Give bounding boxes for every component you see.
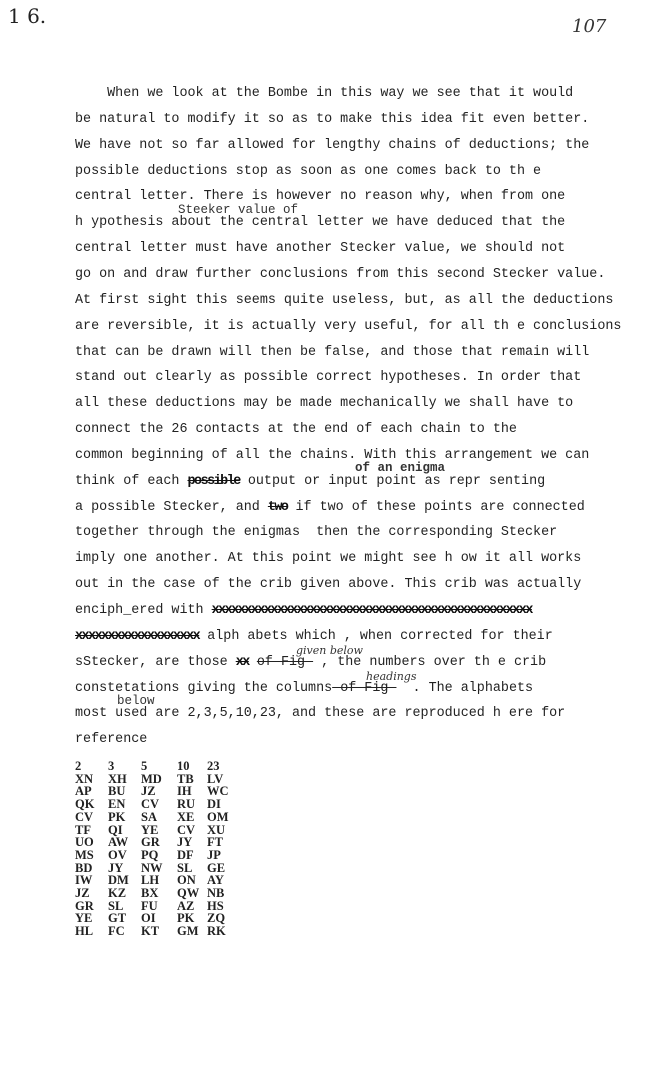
table-row bbox=[75, 798, 240, 811]
table-cell: AP bbox=[75, 784, 92, 799]
table-cell: OV bbox=[108, 847, 127, 862]
text-line bbox=[75, 525, 557, 540]
text-line bbox=[75, 164, 541, 179]
text-segment: When we look at the Bombe in this way we see that it would bbox=[75, 86, 574, 101]
text-line bbox=[75, 345, 589, 360]
table-cell: ON bbox=[177, 873, 196, 888]
table-cell: CV bbox=[177, 822, 196, 837]
text-segment: stand out clearly as possible correct hypotheses. In order that bbox=[75, 370, 582, 386]
text-segment: reference bbox=[75, 732, 148, 748]
text-line bbox=[75, 215, 565, 230]
text-segment: be natural to modify it so as to make this idea fit even better. bbox=[75, 111, 590, 127]
table-cell: HL bbox=[75, 924, 94, 939]
table-cell: IH bbox=[177, 784, 192, 799]
table-cell: BD bbox=[75, 860, 93, 875]
table-cell: HS bbox=[207, 898, 224, 913]
text-segment: connect the 26 contacts at the end of each chain to the bbox=[75, 422, 517, 438]
text-line bbox=[75, 474, 545, 489]
table-cell: 3 bbox=[108, 759, 115, 773]
table-cell: ZQ bbox=[207, 911, 226, 926]
text-segment: . The alphabets bbox=[396, 680, 534, 696]
page-number: 107 bbox=[572, 16, 607, 37]
struck-text: two bbox=[267, 499, 288, 515]
struck-text: possible bbox=[187, 473, 240, 489]
table-cell: PK bbox=[177, 911, 195, 926]
table-cell: JP bbox=[207, 847, 221, 862]
text-line bbox=[75, 189, 565, 204]
table-cell: SL bbox=[177, 860, 193, 875]
table-cell: KT bbox=[141, 924, 160, 939]
table-cell: TF bbox=[75, 822, 91, 837]
text-segment: possible deductions stop as soon as one comes back to th e bbox=[75, 163, 542, 179]
table-row bbox=[75, 811, 240, 824]
text-segment: out in the case of the crib given above. This crib was actually bbox=[75, 577, 582, 593]
table-cell: GM bbox=[177, 924, 199, 939]
table-cell: JY bbox=[177, 835, 193, 850]
text-segment: think of each bbox=[75, 473, 188, 489]
interlinear-steeker-value: Steeker value of bbox=[178, 203, 299, 217]
table-cell: BU bbox=[108, 784, 126, 799]
text-segment: We have not so far allowed for lengthy chains of deductions; the bbox=[75, 137, 590, 153]
text-segment: go on and draw further conclusions from this second Stecker value. bbox=[75, 266, 606, 282]
table-cell: GT bbox=[108, 911, 127, 926]
text-segment: that can be drawn will then be false, and those that remain will bbox=[75, 344, 590, 360]
table-cell: FU bbox=[141, 898, 158, 913]
struck-text: xx bbox=[235, 654, 249, 670]
table-cell: TB bbox=[177, 771, 194, 786]
table-cell: YE bbox=[141, 822, 159, 837]
interlinear-of-an-enigma: of an enigma bbox=[355, 461, 446, 475]
table-cell: IW bbox=[75, 873, 93, 888]
text-line bbox=[75, 112, 589, 127]
table-cell: XN bbox=[75, 771, 94, 786]
table-cell: 10 bbox=[177, 759, 190, 773]
table-row bbox=[75, 887, 240, 900]
table-cell: FT bbox=[207, 835, 223, 850]
text-line bbox=[75, 138, 589, 153]
table-cell: QW bbox=[177, 886, 200, 901]
text-line bbox=[75, 241, 565, 256]
text-line bbox=[75, 603, 532, 618]
table-cell: 2 bbox=[75, 759, 82, 773]
table-cell: FC bbox=[108, 924, 125, 939]
text-line bbox=[75, 293, 613, 308]
table-cell: OI bbox=[141, 911, 156, 926]
table-cell: OM bbox=[207, 809, 229, 824]
table-cell: AY bbox=[207, 873, 224, 888]
table-row bbox=[75, 849, 240, 862]
text-line bbox=[75, 629, 553, 644]
table-cell: LH bbox=[141, 873, 160, 888]
text-segment: imply one another. At this point we might see h ow it all works bbox=[75, 551, 582, 567]
text-segment bbox=[249, 655, 257, 670]
struck-text: of Fig bbox=[332, 680, 397, 696]
text-line bbox=[75, 267, 605, 282]
table-cell: NB bbox=[207, 886, 225, 901]
struck-text: xxxxxxxxxxxxxxxxxxx bbox=[75, 628, 200, 644]
table-cell: SL bbox=[108, 898, 124, 913]
table-cell: EN bbox=[108, 797, 126, 812]
text-segment: alph abets which , when corrected for their bbox=[199, 628, 553, 644]
table-header-row bbox=[75, 760, 240, 773]
table-cell: GE bbox=[207, 860, 226, 875]
table-cell: DI bbox=[207, 797, 221, 812]
text-segment: central letter. There is however no reason why, when from one bbox=[75, 189, 566, 205]
struck-text: xxxxxxxxxxxxxxxxxxxxxxxxxxxxxxxxxxxxxxxxxxxxxxxxx bbox=[211, 603, 532, 618]
text-segment: most used are 2,3,5,10,23, and these are reproduced h ere for bbox=[75, 706, 566, 722]
text-line bbox=[75, 370, 581, 385]
table-cell: MS bbox=[75, 847, 94, 862]
table-cell: 23 bbox=[207, 759, 220, 773]
table-cell: LV bbox=[207, 771, 224, 786]
table-cell: WC bbox=[207, 784, 229, 799]
table-cell: QI bbox=[108, 822, 123, 837]
text-segment: enciph_ered with bbox=[75, 603, 212, 618]
text-segment: , the numbers over th e crib bbox=[313, 654, 547, 670]
handwritten-given-below: given below bbox=[296, 644, 363, 657]
table-cell: RK bbox=[207, 924, 226, 939]
text-segment: central letter must have another Stecker value, we should not bbox=[75, 241, 566, 257]
table-cell: NW bbox=[141, 860, 163, 875]
table-cell: RU bbox=[177, 797, 196, 812]
text-line bbox=[75, 577, 581, 592]
text-line bbox=[75, 732, 147, 747]
table-cell: JZ bbox=[141, 784, 156, 799]
text-segment: At first sight this seems quite useless, but, as all the deductions bbox=[75, 292, 614, 308]
table-cell: XH bbox=[108, 771, 127, 786]
interlinear-below: below bbox=[117, 694, 155, 708]
table-cell: PK bbox=[108, 809, 126, 824]
text-line bbox=[75, 86, 573, 101]
table-cell: JZ bbox=[75, 886, 90, 901]
table-cell: JY bbox=[108, 860, 124, 875]
table-cell: MD bbox=[141, 771, 162, 786]
table-cell: DF bbox=[177, 847, 194, 862]
table-cell: BX bbox=[141, 886, 159, 901]
text-segment: together through the enigmas then the corresponding Stecker bbox=[75, 525, 558, 541]
table-cell: QK bbox=[75, 797, 95, 812]
text-line bbox=[75, 396, 573, 411]
text-segment: output or input point as repr senting bbox=[239, 473, 546, 489]
text-segment: common beginning of all the chains. With this arrangement we can bbox=[75, 447, 590, 463]
table-row bbox=[75, 925, 240, 938]
table-cell: YE bbox=[75, 911, 93, 926]
table-cell: AW bbox=[108, 835, 129, 850]
table-cell: DM bbox=[108, 873, 129, 888]
text-segment: h ypothesis about the central letter we have deduced that the bbox=[75, 215, 566, 231]
table-cell: CV bbox=[75, 809, 94, 824]
text-line bbox=[75, 500, 585, 515]
table-cell: GR bbox=[141, 835, 160, 850]
alphabet-table bbox=[75, 760, 240, 938]
table-cell: GR bbox=[75, 898, 94, 913]
table-cell: AZ bbox=[177, 898, 195, 913]
table-cell: PQ bbox=[141, 847, 159, 862]
table-cell: XE bbox=[177, 809, 195, 824]
table-cell: SA bbox=[141, 809, 157, 824]
table-cell: UO bbox=[75, 835, 94, 850]
struck-text: of Fig bbox=[256, 654, 314, 670]
table-cell: KZ bbox=[108, 886, 127, 901]
table-cell: CV bbox=[141, 797, 160, 812]
text-line bbox=[75, 448, 589, 463]
text-segment: are reversible, it is actually very useful, for all th e conclusions bbox=[75, 318, 622, 334]
text-line bbox=[75, 319, 621, 334]
text-segment: all these deductions may be made mechanically we shall have to bbox=[75, 396, 574, 412]
text-line bbox=[75, 551, 581, 566]
text-segment: constetations giving the columns bbox=[75, 680, 333, 696]
text-line bbox=[75, 422, 517, 437]
text-line bbox=[75, 706, 565, 721]
table-cell: XU bbox=[207, 822, 226, 837]
page-mark: 1 6. bbox=[8, 4, 47, 28]
text-segment: if two of these points are connected bbox=[287, 499, 585, 515]
handwritten-headings: headings bbox=[366, 670, 417, 683]
table-cell: 5 bbox=[141, 759, 148, 773]
text-segment: a possible Stecker, and bbox=[75, 499, 268, 515]
text-segment: sStecker, are those bbox=[75, 654, 236, 670]
